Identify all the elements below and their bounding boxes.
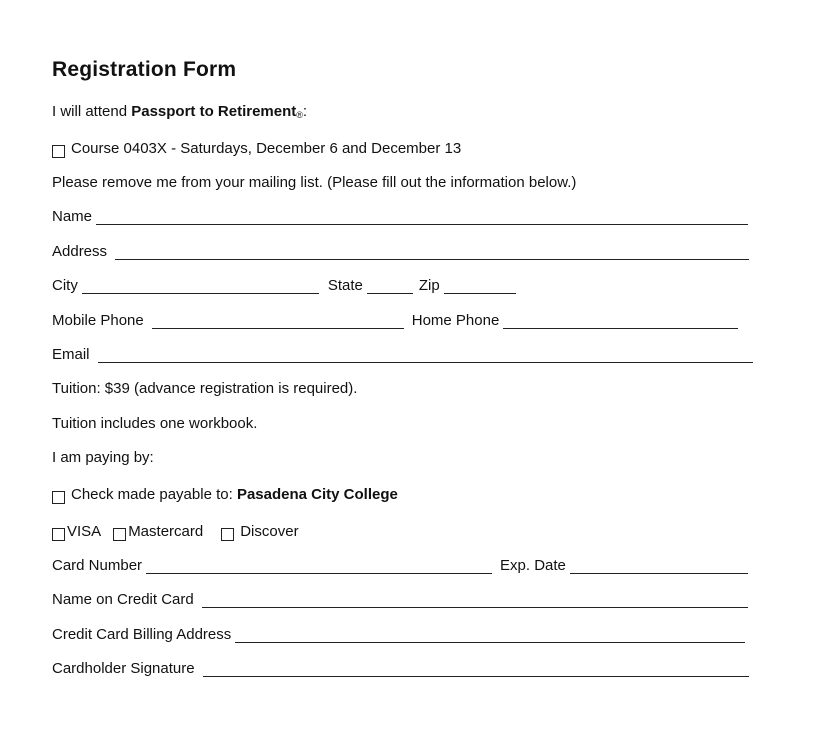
- name-field[interactable]: [96, 209, 748, 225]
- state-field[interactable]: [367, 278, 413, 294]
- form-title: Registration Form: [52, 58, 237, 81]
- attend-prefix: I will attend: [52, 103, 132, 120]
- city-label: City: [52, 277, 78, 294]
- address-field[interactable]: [115, 244, 749, 260]
- check-payee: Pasadena City College: [236, 486, 398, 503]
- course-checkbox[interactable]: [52, 145, 65, 158]
- card-type-row: [52, 520, 299, 540]
- card-number-field[interactable]: [146, 558, 492, 574]
- city-field[interactable]: [82, 278, 319, 294]
- check-row[interactable]: [52, 483, 398, 503]
- zip-field[interactable]: [444, 278, 516, 294]
- email-field[interactable]: [98, 347, 753, 363]
- signature-row: [52, 657, 755, 677]
- address-label: Address: [52, 243, 108, 260]
- paying-by-text: I am paying by:: [52, 449, 154, 466]
- billing-address-row: [52, 623, 751, 643]
- visa-checkbox[interactable]: [52, 528, 65, 541]
- email-row: [52, 343, 759, 363]
- name-on-card-row: [52, 588, 754, 608]
- remove-mailing-text: Please remove me from your mailing list. (Please fill out the information below.): [52, 174, 577, 191]
- registered-mark: ®: [296, 110, 303, 120]
- course-option-row[interactable]: [52, 137, 461, 157]
- exp-date-label: Exp. Date: [500, 557, 566, 574]
- visa-label: VISA: [67, 523, 102, 540]
- signature-field[interactable]: [203, 661, 749, 677]
- state-label: State: [327, 277, 363, 294]
- attend-suffix: :: [302, 103, 308, 120]
- program-name: Passport to Retirement: [131, 103, 297, 120]
- name-on-card-label: Name on Credit Card: [52, 591, 194, 608]
- billing-address-field[interactable]: [235, 627, 745, 643]
- zip-label: Zip: [418, 277, 440, 294]
- name-on-card-field[interactable]: [202, 592, 748, 608]
- phone-row: [52, 309, 744, 329]
- tuition-text: Tuition: $39 (advance registration is required).: [52, 380, 358, 397]
- name-row: [52, 205, 754, 225]
- discover-label: Discover: [240, 523, 299, 540]
- check-prefix: Check made payable to:: [71, 486, 237, 503]
- mastercard-label: Mastercard: [128, 523, 204, 540]
- discover-checkbox[interactable]: [221, 528, 234, 541]
- city-state-zip-row: [52, 274, 522, 294]
- address-row: [52, 240, 755, 260]
- course-option-label: Course 0403X - Saturdays, December 6 and December 13: [71, 140, 462, 157]
- card-number-label: Card Number: [52, 557, 143, 574]
- home-phone-field[interactable]: [503, 313, 738, 329]
- mobile-phone-field[interactable]: [152, 313, 404, 329]
- card-number-row: [52, 554, 754, 574]
- tuition-includes-text: Tuition includes one workbook.: [52, 415, 258, 432]
- exp-date-field[interactable]: [570, 558, 748, 574]
- mobile-phone-label: Mobile Phone: [52, 312, 144, 329]
- billing-address-label: Credit Card Billing Address: [52, 626, 232, 643]
- home-phone-label: Home Phone: [411, 312, 500, 329]
- name-label: Name: [52, 208, 93, 225]
- mastercard-checkbox[interactable]: [113, 528, 126, 541]
- email-label: Email: [52, 346, 90, 363]
- signature-label: Cardholder Signature: [52, 660, 195, 677]
- attend-line: [52, 100, 307, 120]
- check-checkbox[interactable]: [52, 491, 65, 504]
